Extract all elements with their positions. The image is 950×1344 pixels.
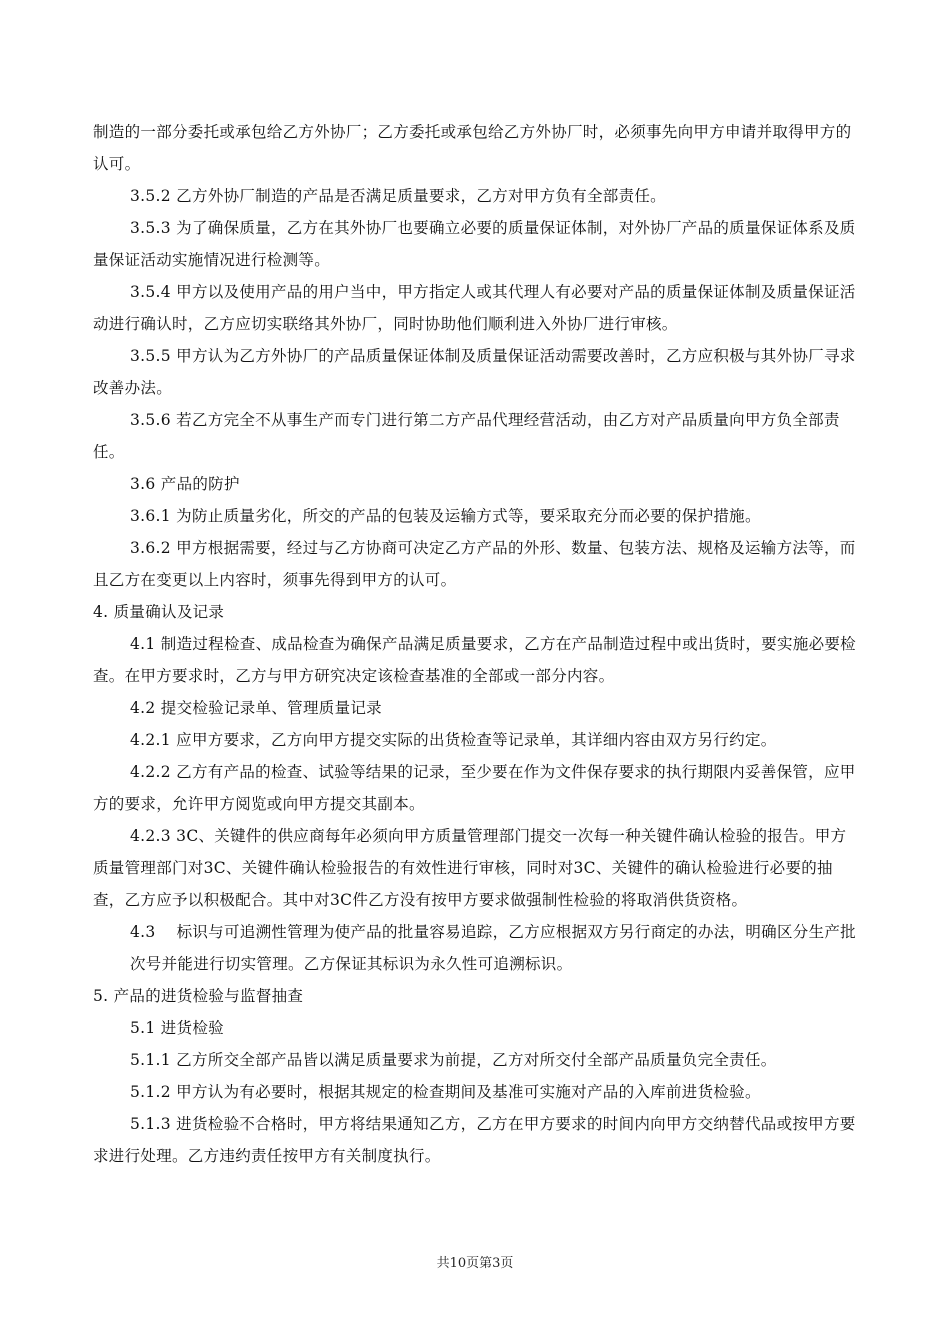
section-5-heading: 5. 产品的进货检验与监督抽查	[93, 987, 304, 1005]
clause-5-1-3: 5.1.3 进货检验不合格时，甲方将结果通知乙方，乙方在甲方要求的时间内向甲方交纳替代品或按甲方要求进行处理。乙方违约责任按甲方有关制度执行。	[93, 1115, 856, 1165]
clause-3-5-4: 3.5.4 甲方以及使用产品的用户当中，甲方指定人或其代理人有必要对产品的质量保证体制及质量保证活动进行确认时，乙方应切实联络其外协厂，同时协助他们顺利进入外协厂进行审核。	[93, 283, 856, 333]
clause-3-5-6: 3.5.6 若乙方完全不从事生产而专门进行第二方产品代理经营活动，由乙方对产品质量向甲方负全部责任。	[93, 411, 840, 461]
page-number-footer: 共10页第3页	[436, 1256, 514, 1271]
clause-4-2-1: 4.2.1 应甲方要求，乙方向甲方提交实际的出货检查等记录单，其详细内容由双方另行约定。	[130, 731, 777, 749]
clause-4-2-2: 4.2.2 乙方有产品的检查、试验等结果的记录，至少要在作为文件保存要求的执行期限内妥善保管，应甲方的要求，允许甲方阅览或向甲方提交其副本。	[93, 763, 856, 813]
clause-3-5-3: 3.5.3 为了确保质量，乙方在其外协厂也要确立必要的质量保证体制，对外协厂产品的质量保证体系及质量保证活动实施情况进行检测等。	[93, 219, 856, 269]
clause-4-1: 4.1 制造过程检查、成品检查为确保产品满足质量要求，乙方在产品制造过程中或出货时，要实施必要检查。在甲方要求时，乙方与甲方研究决定该检查基准的全部或一部分内容。	[93, 635, 856, 685]
section-3-6-heading: 3.6 产品的防护	[130, 475, 240, 493]
section-4-heading: 4. 质量确认及记录	[93, 603, 225, 621]
clause-4-2-3: 4.2.3 3C、关键件的供应商每年必须向甲方质量管理部门提交一次每一种关键件确认检验的报告。甲方质量管理部门对3C、关键件确认检验报告的有效性进行审核，同时对3C、关键件的确认检验进行必要的抽查，乙方应予以积极配合。其中对3C件乙方没有按甲方要求做强制性检验的将取消供货资格。	[93, 827, 847, 909]
clause-3-5-2: 3.5.2 乙方外协厂制造的产品是否满足质量要求，乙方对甲方负有全部责任。	[130, 187, 666, 205]
document-body	[93, 116, 858, 1172]
clause-5-1-1: 5.1.1 乙方所交全部产品皆以满足质量要求为前提，乙方对所交付全部产品质量负完全责任。	[130, 1051, 777, 1069]
section-4-2-heading: 4.2 提交检验记录单、管理质量记录	[130, 699, 382, 717]
clause-3-5-5: 3.5.5 甲方认为乙方外协厂的产品质量保证体制及质量保证活动需要改善时，乙方应积极与其外协厂寻求改善办法。	[93, 347, 856, 397]
clause-4-3: 4.3 标识与可追溯性管理为使产品的批量容易追踪，乙方应根据双方另行商定的办法，明确区分生产批次号并能进行切实管理。乙方保证其标识为永久性可追溯标识。	[130, 923, 856, 973]
clause-5-1-2: 5.1.2 甲方认为有必要时，根据其规定的检查期间及基准可实施对产品的入库前进货检验。	[130, 1083, 761, 1101]
clause-3-6-1: 3.6.1 为防止质量劣化，所交的产品的包装及运输方式等，要采取充分而必要的保护措施。	[130, 507, 761, 525]
clause-3-6-2: 3.6.2 甲方根据需要，经过与乙方协商可决定乙方产品的外形、数量、包装方法、规格及运输方法等，而且乙方在变更以上内容时，须事先得到甲方的认可。	[93, 539, 856, 589]
paragraph-continuation: 制造的一部分委托或承包给乙方外协厂；乙方委托或承包给乙方外协厂时，必须事先向甲方申请并取得甲方的认可。	[93, 123, 852, 173]
section-5-1-heading: 5.1 进货检验	[130, 1019, 224, 1037]
